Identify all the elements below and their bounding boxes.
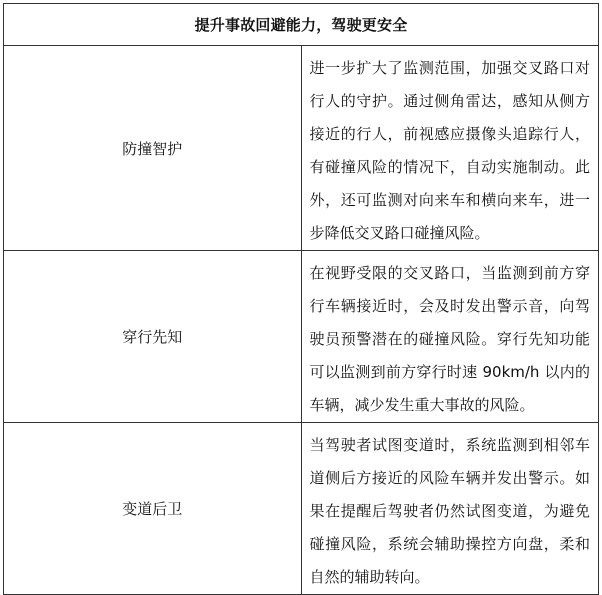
- table-row: [4, 46, 599, 251]
- table-row: [4, 251, 599, 423]
- table-title: 提升事故回避能力，驾驶更安全: [4, 4, 599, 46]
- row-label-collision-guard: 防撞智护: [4, 46, 302, 251]
- row-label-cross-traffic: 穿行先知: [4, 251, 302, 423]
- table-row: [4, 423, 599, 595]
- row-text-cross-traffic: 在视野受限的交叉路口，当监测到前方穿行车辆接近时，会及时发出警示音，向驾驶员预警潜在的碰撞风险。穿行先知功能可以监测到前方穿行时速 90km/h 以内的车辆，减少发生重大事故的风险。: [301, 251, 599, 423]
- table-header-row: [4, 4, 599, 46]
- feature-table: [3, 3, 599, 595]
- row-text-lane-change: 当驾驶者试图变道时，系统监测到相邻车道侧后方接近的风险车辆并发出警示。如果在提醒后驾驶者仍然试图变道，为避免碰撞风险，系统会辅助操控方向盘，柔和自然的辅助转向。: [301, 423, 599, 595]
- row-text-collision-guard: 进一步扩大了监测范围，加强交叉路口对行人的守护。通过侧角雷达，感知从侧方接近的行人，前视感应摄像头追踪行人，有碰撞风险的情况下，自动实施制动。此外，还可监测对向来车和横向来车，进一步降低交叉路口碰撞风险。: [301, 46, 599, 251]
- row-label-lane-change: 变道后卫: [4, 423, 302, 595]
